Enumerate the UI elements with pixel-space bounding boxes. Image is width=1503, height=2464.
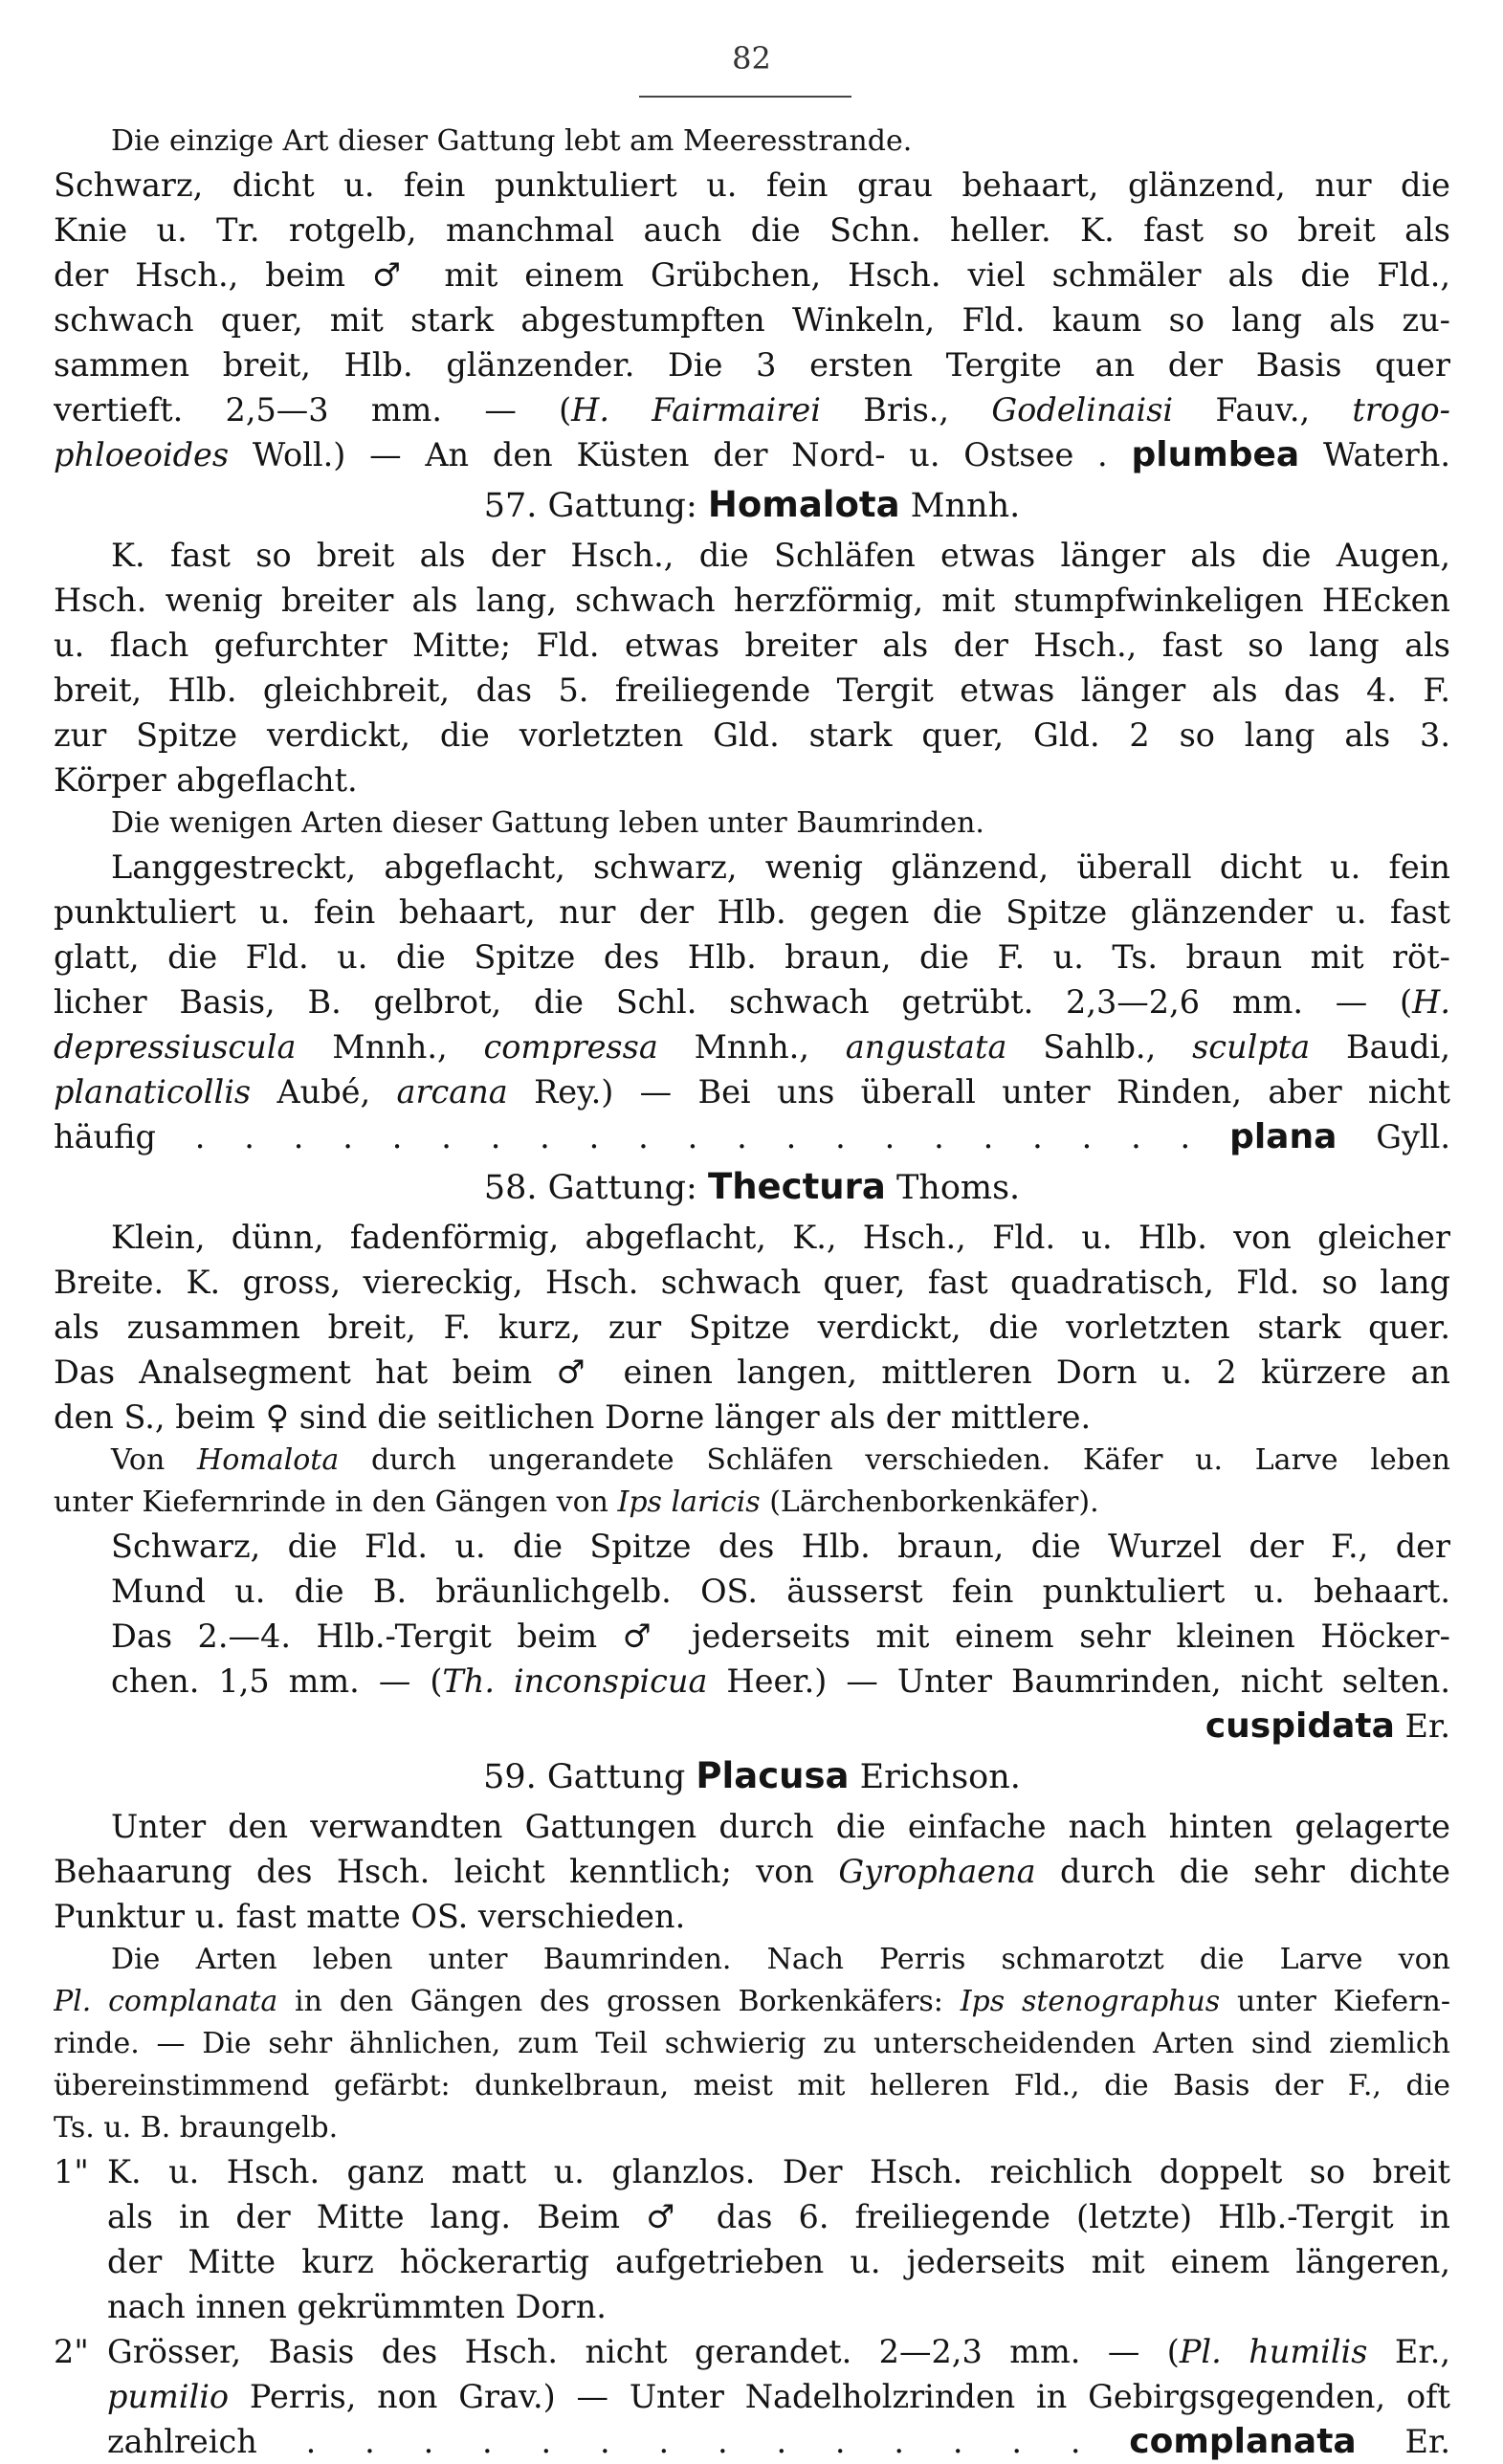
text-run: durch die sehr dichte — [1035, 1853, 1450, 1890]
genus-heading-59 — [54, 1749, 1450, 1804]
text-run: licher Basis, B. gelbrot, die Schl. schwach getrübt. 2,3—2,6 mm. — ( — [54, 983, 1413, 1021]
heading-prefix: 59. Gattung — [483, 1758, 696, 1796]
text-line: sammen breit, Hlb. glänzender. Die 3 ersten Tergite an der Basis quer — [54, 346, 1450, 384]
text-line: Punktur u. fast matte OS. verschieden. — [54, 1898, 686, 1935]
text-line: K. fast so breit als der Hsch., die Schläfen etwas länger als die Augen, — [111, 537, 1450, 574]
key-couplet-1 — [54, 2149, 1450, 2194]
text-line — [54, 1659, 1450, 1704]
text-line: übereinstimmend gefärbt: dunkelbraun, meist mit helleren Fld., die Basis der F., die — [54, 2069, 1450, 2102]
text-run: Er. — [1394, 1707, 1450, 1745]
text-run: durch ungerandete Schläfen verschieden. Käfer u. Larve leben — [339, 1443, 1450, 1477]
text-run: K. u. Hsch. ganz matt u. glanzlos. Der Hsch. reichlich doppelt so breit — [107, 2153, 1450, 2190]
text-line — [54, 2419, 1450, 2464]
text-run: vertieft. 2,5—3 mm. — ( — [54, 391, 572, 429]
text-line — [54, 432, 1450, 477]
text-line: Das Analsegment hat beim ♂ einen langen, mittleren Dorn u. 2 kürzere an — [54, 1353, 1450, 1391]
heading-author: Thoms. — [885, 1169, 1021, 1207]
text-line: u. flach gefurchter Mitte; Fld. etwas breiter als der Hsch., fast so lang als — [54, 627, 1450, 664]
synonym-italic: depressiuscula — [54, 1028, 297, 1066]
text-line: Hsch. wenig breiter als lang, schwach herzförmig, mit stumpfwinkeligen HEcken — [54, 582, 1450, 619]
genus-name: Placusa — [696, 1755, 850, 1796]
synonym-italic: angustata — [845, 1028, 1007, 1066]
text-line — [54, 1114, 1450, 1159]
text-run: Gyll. — [1337, 1118, 1450, 1155]
text-line — [54, 1069, 1450, 1114]
text-run: Er. — [1356, 2423, 1450, 2460]
text-line: rinde. — Die sehr ähnlichen, zum Teil schwierig zu unterscheidenden Arten sind ziemlich — [54, 2027, 1450, 2060]
key-number: 2" — [54, 2333, 89, 2370]
text-line: der Mitte kurz höckerartig aufgetrieben u. jederseits mit einem längeren, — [107, 2243, 1450, 2280]
synonym-italic: trogo- — [1352, 391, 1450, 429]
synonym-italic: compressa — [483, 1028, 658, 1066]
text-line: nach innen gekrümmten Dorn. — [107, 2288, 607, 2325]
text-line: Die wenigen Arten dieser Gattung leben unter Baumrinden. — [111, 806, 984, 840]
text-run: Mnnh., — [296, 1028, 484, 1066]
synonym-italic: phloeoides — [54, 436, 230, 473]
text-line — [54, 979, 1450, 1024]
genus-name: Thectura — [707, 1166, 886, 1207]
text-line: glatt, die Fld. u. die Spitze des Hlb. braun, die F. u. Ts. braun mit röt- — [54, 938, 1450, 976]
synonym-italic: Godelinaisi — [991, 391, 1174, 429]
synonym-italic: sculpta — [1192, 1028, 1311, 1066]
text-run: Grösser, Basis des Hsch. nicht gerandet. 2—2,3 mm. — ( — [107, 2333, 1180, 2370]
text-line: Breite. K. gross, viereckig, Hsch. schwach quer, fast quadratisch, Fld. so lang — [54, 1264, 1450, 1301]
text-line: Langgestreckt, abgeflacht, schwarz, wenig glänzend, überall dicht u. fein — [111, 848, 1450, 886]
text-run: Er., — [1367, 2333, 1450, 2370]
text-line — [54, 1482, 1450, 1524]
text-line: punktuliert u. fein behaart, nur der Hlb. gegen die Spitze glänzender u. fast — [54, 893, 1450, 931]
text-line: Knie u. Tr. rotgelb, manchmal auch die Schn. heller. K. fast so breit als — [54, 211, 1450, 249]
text-line: als in der Mitte lang. Beim ♂ das 6. freiliegende (letzte) Hlb.-Tergit in — [107, 2198, 1450, 2235]
heading-prefix: 58. Gattung: — [483, 1169, 708, 1207]
text-run: Mnnh., — [657, 1028, 846, 1066]
text-line: schwach quer, mit stark abgestumpften Winkeln, Fld. kaum so lang als zu- — [54, 301, 1450, 339]
text-run: Baudi, — [1310, 1028, 1450, 1066]
text-line — [54, 1849, 1450, 1894]
text-run: Bris., — [820, 391, 992, 429]
genus-italic: Homalota — [197, 1443, 340, 1477]
text-line: breit, Hlb. gleichbreit, das 5. freiliegende Tergit etwas länger als das 4. F. — [54, 671, 1450, 709]
text-line: Das 2.—4. Hlb.-Tergit beim ♂ jederseits mit einem sehr kleinen Höcker- — [111, 1617, 1450, 1655]
page-body — [54, 121, 1450, 2464]
synonym-italic: Th. inconspicua — [442, 1662, 708, 1700]
text-line: Die Arten leben unter Baumrinden. Nach Perris schmarotzt die Larve von — [111, 1943, 1450, 1976]
synonym-italic: arcana — [396, 1073, 508, 1111]
text-line — [54, 1981, 1450, 2023]
key-number: 1" — [54, 2153, 89, 2190]
text-line: der Hsch., beim ♂ mit einem Grübchen, Hsch. viel schmäler als die Fld., — [54, 256, 1450, 294]
synonym-italic: H. — [1412, 983, 1450, 1021]
synonym-italic: Pl. humilis — [1179, 2333, 1368, 2370]
text-run: chen. 1,5 mm. — ( — [111, 1662, 443, 1700]
text-line — [54, 2374, 1450, 2419]
text-run: Perris, non Grav.) — Unter Nadelholzrinden in Gebirgsgegenden, oft — [229, 2378, 1450, 2415]
text-run: häufig . . . . . . . . . . . . . . . . . . . . . — [54, 1118, 1230, 1155]
text-line: Mund u. die B. bräunlichgelb. OS. äusserst fein punktuliert u. behaart. — [111, 1573, 1450, 1610]
text-run: Aubé, — [251, 1073, 397, 1111]
text-run: Woll.) — An den Küsten der Nord- u. Ostsee . — [229, 436, 1132, 473]
page-number: 82 — [732, 40, 771, 77]
species-italic: Pl. complanata — [54, 1985, 278, 2018]
text-line: Klein, dünn, fadenförmig, abgeflacht, K., Hsch., Fld. u. Hlb. von gleicher — [111, 1219, 1450, 1256]
species-name: plumbea — [1131, 435, 1300, 474]
genus-italic: Gyrophaena — [838, 1853, 1036, 1890]
text-run: Waterh. — [1299, 436, 1450, 473]
text-line — [54, 1704, 1450, 1749]
text-line: Schwarz, dicht u. fein punktuliert u. fein grau behaart, glänzend, nur die — [54, 166, 1450, 204]
genus-heading-57 — [54, 477, 1450, 533]
species-italic: Ips stenographus — [960, 1985, 1221, 2018]
heading-author: Mnnh. — [899, 487, 1021, 525]
text-run: Behaarung des Hsch. leicht kenntlich; von — [54, 1853, 839, 1890]
text-run: (Lärchenborkenkäfer). — [760, 1485, 1099, 1519]
synonym-italic: planaticollis — [54, 1073, 252, 1111]
text-run: Rey.) — Bei uns überall unter Rinden, aber nicht — [507, 1073, 1450, 1111]
text-line — [54, 1440, 1450, 1482]
key-couplet-2 — [54, 2329, 1450, 2374]
text-line — [54, 1024, 1450, 1069]
text-line: Körper abgeflacht. — [54, 761, 358, 799]
species-name: cuspidata — [1205, 1706, 1395, 1746]
text-line: Unter den verwandten Gattungen durch die einfache nach hinten gelagerte — [111, 1808, 1450, 1845]
heading-author: Erichson. — [849, 1758, 1021, 1796]
genus-heading-58 — [54, 1159, 1450, 1215]
heading-prefix: 57. Gattung: — [483, 487, 708, 525]
genus-name: Homalota — [707, 484, 900, 525]
text-run: Fauv., — [1173, 391, 1353, 429]
text-line: Ts. u. B. braungelb. — [54, 2111, 339, 2145]
genus-italic: Ips laricis — [617, 1485, 761, 1519]
text-line: zur Spitze verdickt, die vorletzten Gld. stark quer, Gld. 2 so lang als 3. — [54, 716, 1450, 754]
text-line — [54, 387, 1450, 432]
synonym-italic: H. Fairmairei — [571, 391, 821, 429]
text-line: Schwarz, die Fld. u. die Spitze des Hlb. braun, die Wurzel der F., der — [111, 1528, 1450, 1565]
text-run: Von — [111, 1443, 198, 1477]
text-line: als zusammen breit, F. kurz, zur Spitze verdickt, die vorletzten stark quer. — [54, 1309, 1450, 1346]
text-run: unter Kiefernrinde in den Gängen von — [54, 1485, 618, 1519]
text-line: den S., beim ♀ sind die seitlichen Dorne länger als der mittlere. — [54, 1398, 1092, 1436]
text-line: Die einzige Art dieser Gattung lebt am Meeresstrande. — [111, 124, 913, 158]
species-name: plana — [1229, 1117, 1337, 1156]
synonym-italic: pumilio — [107, 2378, 230, 2415]
text-run: in den Gängen des grossen Borkenkäfers: — [277, 1985, 961, 2018]
text-run: zahlreich . . . . . . . . . . . . . . — [107, 2423, 1130, 2460]
header-rule — [639, 96, 851, 98]
text-run: Sahlb., — [1006, 1028, 1193, 1066]
text-run: Heer.) — Unter Baumrinden, nicht selten. — [707, 1662, 1450, 1700]
species-name: complanata — [1129, 2422, 1357, 2461]
text-run: unter Kiefern- — [1220, 1985, 1450, 2018]
